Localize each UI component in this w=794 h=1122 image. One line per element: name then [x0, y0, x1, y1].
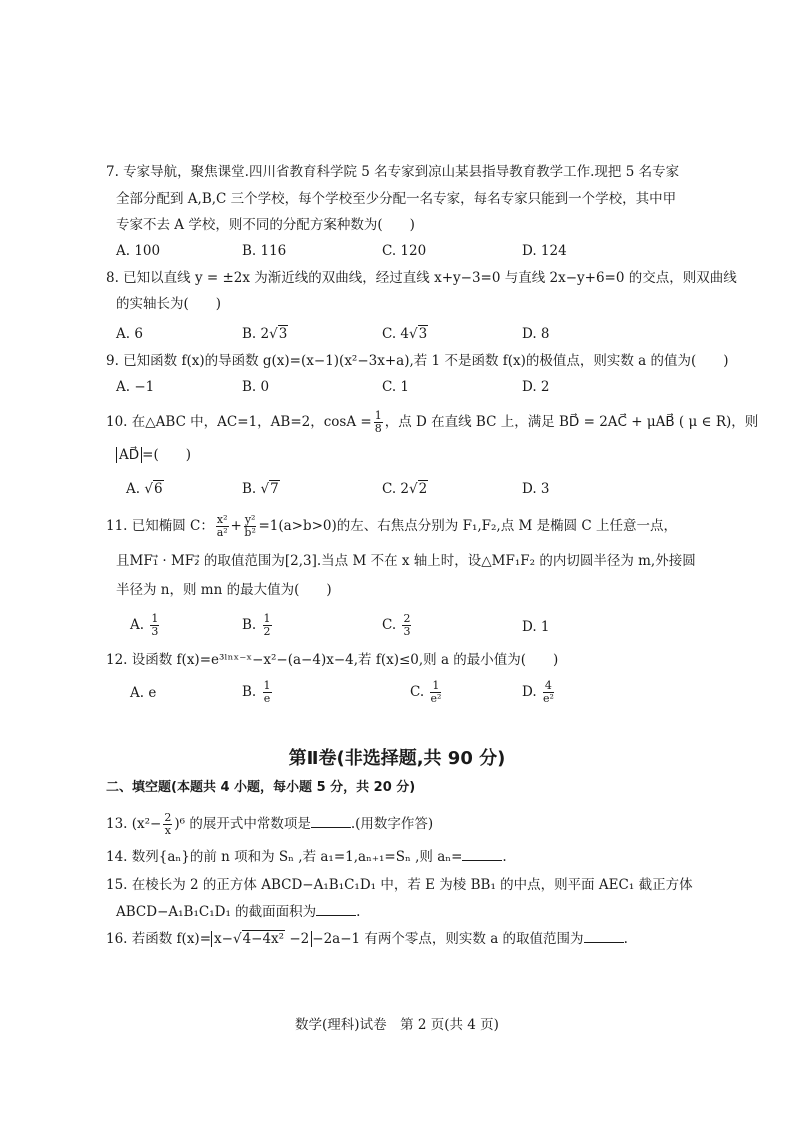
q7-option-d: D. 124	[522, 243, 567, 259]
vector-magnitude: AD⃗	[116, 447, 142, 463]
q8-option-a: A. 6	[116, 326, 143, 342]
fraction: $\frac{1}{3}$	[151, 612, 159, 638]
q9-line1: 9. 已知函数 f(x)的导函数 g(x)=(x−1)(x²−3x+a),若 1 不是函数 f(x)的极值点，则实数 a 的值为( )	[106, 353, 729, 369]
fraction: $\frac{1}{e}$	[263, 679, 271, 705]
sqrt-radicand: 3	[278, 326, 288, 342]
q8-option-d: D. 8	[522, 326, 550, 342]
q7-line2: 全部分配到 A,B,C 三个学校，每个学校至少分配一名专家，每名专家只能到一个学校，其中甲	[116, 191, 677, 207]
q15-line1: 15. 在棱长为 2 的正方体 ABCD−A₁B₁C₁D₁ 中，若 E 为棱 BB₁ 的中点，则平面 AEC₁ 截正方体	[106, 877, 693, 893]
q11-line1: 11. 已知椭圆 C： $\frac{\text{x²}}{\text{a²}}$ + $\frac{\text{y²}}{\text{b²}}$ =1(a>b>0)的左、右焦点分别为 F₁,F₂,点 M 是椭圆 C 上任意一点，	[106, 513, 678, 539]
q7-option-a: A. 100	[116, 243, 161, 259]
q15-line2: ABCD−A₁B₁C₁D₁ 的截面面积为 .	[116, 904, 361, 920]
q12-line1: 12. 设函数 f(x)=e³ˡⁿˣ⁻ˣ−x²−(a−4)x−4,若 f(x)≤0,则 a 的最小值为( )	[106, 652, 559, 668]
q8-line2: 的实轴长为( )	[116, 296, 222, 312]
q11-option-b: B. $\frac{1}{2}$	[242, 612, 271, 638]
answer-blank	[462, 848, 502, 861]
q11-line2: 且MF₁⃗ · MF₂⃗ 的取值范围为[2,3].当点 M 不在 x 轴上时，设△MF₁F₂ 的内切圆半径为 m,外接圆	[116, 553, 696, 569]
sqrt-radicand: 7	[270, 481, 279, 497]
fraction: $\frac{\text{x²}}{\text{a²}}$	[216, 513, 228, 539]
q12-option-a: A. e	[130, 685, 157, 701]
q12-option-c: C. $\frac{1}{\text{e²}}$	[410, 679, 442, 705]
absolute-value: x−√4−4x² −2	[211, 931, 312, 947]
section-fill-in-title: 二、填空题(本题共 4 小题，每小题 5 分，共 20 分)	[106, 780, 416, 795]
q10-line1: 10. 在△ABC 中，AC=1，AB=2，cosA = $\frac{1}{8}$ ，点 D 在直线 BC 上，满足 BD⃗ = 2AC⃗ + μAB⃗ ( μ ∈ R)，则	[106, 409, 759, 435]
q11-line3: 半径为 n，则 mn 的最大值为( )	[116, 582, 332, 598]
q8-option-b: B. 2√3	[242, 326, 288, 342]
q7-line1: 7. 专家导航，聚焦课堂.四川省教育科学院 5 名专家到凉山某县指导教育教学工作.现把 5 名专家	[106, 164, 680, 180]
q10-option-c: C. 2√2	[382, 481, 428, 497]
q16-line1: 16. 若函数 f(x)= x−√4−4x² −2 −2a−1 有两个零点，则实数 a 的取值范围为 .	[106, 931, 628, 947]
q11-option-c: C. $\frac{2}{3}$	[382, 612, 411, 638]
answer-blank	[584, 930, 624, 943]
part2-title: 第Ⅱ卷(非选择题,共 90 分)	[288, 748, 506, 769]
sqrt-radicand: 2	[418, 481, 428, 497]
q8-option-c: C. 4√3	[382, 326, 428, 342]
q10-line2: AD⃗ =( )	[116, 446, 191, 464]
fraction: $\frac{2}{3}$	[403, 612, 411, 638]
q9-option-c: C. 1	[382, 379, 410, 395]
answer-blank	[316, 903, 356, 916]
q10-option-b: B. √7	[242, 481, 279, 497]
fraction: $\frac{4}{\text{e²}}$	[542, 679, 554, 705]
sqrt-radicand: 3	[418, 326, 428, 342]
q10-option-a: A. √6	[126, 481, 163, 497]
q11-option-a: A. $\frac{1}{3}$	[130, 612, 159, 638]
fraction: $\frac{1}{2}$	[263, 612, 271, 638]
q10-option-d: D. 3	[522, 481, 550, 497]
sqrt-radicand: 6	[153, 481, 163, 497]
fraction: $\frac{\text{y²}}{\text{b²}}$	[244, 513, 256, 539]
q11-option-d: D. 1	[522, 619, 550, 635]
q9-option-b: B. 0	[242, 379, 270, 395]
q13-line1: 13. (x²− $\frac{2}{x}$ )⁶ 的展开式中常数项是 .(用数字作答)	[106, 811, 434, 837]
sqrt-radicand: 4−4x²	[242, 931, 285, 947]
q7-option-b: B. 116	[242, 243, 287, 259]
q9-option-a: A. −1	[116, 379, 155, 395]
fraction: $\frac{2}{x}$	[164, 811, 172, 837]
fraction: $\frac{1}{\text{e²}}$	[430, 679, 442, 705]
q12-option-b: B. $\frac{1}{e}$	[242, 679, 271, 705]
q14-line1: 14. 数列{aₙ}的前 n 项和为 Sₙ ,若 a₁=1,aₙ₊₁=Sₙ ,则 aₙ= .	[106, 849, 507, 865]
answer-blank	[311, 815, 351, 828]
q9-option-d: D. 2	[522, 379, 550, 395]
q8-line1: 8. 已知以直线 y = ±2x 为渐近线的双曲线，经过直线 x+y−3=0 与直线 2x−y+6=0 的交点，则双曲线	[106, 270, 737, 286]
q12-option-d: D. $\frac{4}{\text{e²}}$	[522, 679, 554, 705]
page-footer: 数学(理科)试卷 第 2 页(共 4 页)	[295, 1017, 499, 1033]
fraction: $\frac{1}{8}$	[374, 409, 382, 435]
q7-option-c: C. 120	[382, 243, 427, 259]
q7-line3: 专家不去 A 学校，则不同的分配方案种数为( )	[116, 217, 415, 233]
